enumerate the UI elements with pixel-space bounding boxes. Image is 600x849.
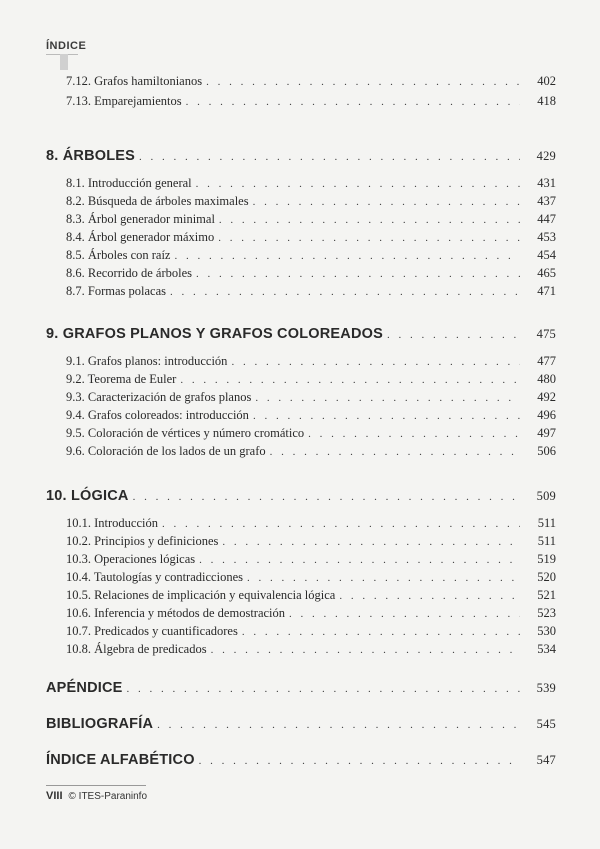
toc-section-entry bbox=[66, 390, 556, 405]
section-title: 7.13. Emparejamientos bbox=[66, 94, 182, 108]
section-title: 10.7. Predicados y cuantificadores bbox=[66, 624, 238, 638]
section-title: 8.4. Árbol generador máximo bbox=[66, 230, 215, 244]
dot-leader bbox=[174, 250, 520, 262]
dot-leader bbox=[196, 268, 520, 280]
toc-section-entry bbox=[66, 230, 556, 245]
page-number: 547 bbox=[536, 753, 556, 767]
chapter-title: ÍNDICE ALFABÉTICO bbox=[46, 752, 195, 768]
toc-section-entry bbox=[66, 642, 556, 657]
running-header: ÍNDICE bbox=[46, 40, 87, 52]
dot-leader bbox=[196, 178, 520, 190]
dot-leader bbox=[222, 536, 520, 548]
toc-section-entry bbox=[66, 444, 556, 459]
page-number: 509 bbox=[536, 489, 556, 503]
section-title: 10.3. Operaciones lógicas bbox=[66, 552, 196, 566]
dot-leader bbox=[270, 446, 520, 458]
section-title: 9.3. Caracterización de grafos planos bbox=[66, 390, 252, 404]
dot-leader bbox=[157, 719, 520, 731]
footer-rule bbox=[46, 785, 146, 786]
dot-leader bbox=[231, 356, 520, 368]
dot-leader bbox=[242, 626, 520, 638]
toc-section-entry bbox=[66, 266, 556, 281]
page-number: 497 bbox=[537, 426, 556, 440]
dot-leader bbox=[289, 608, 520, 620]
page-number: 447 bbox=[537, 212, 556, 226]
toc-section-entry bbox=[66, 426, 556, 441]
page-footer bbox=[46, 790, 147, 802]
toc-section-entry bbox=[66, 194, 556, 209]
page-number: 454 bbox=[537, 248, 556, 262]
page-number: 520 bbox=[537, 570, 556, 584]
page-number: 539 bbox=[536, 681, 556, 695]
dot-leader bbox=[162, 518, 520, 530]
section-title: 8.3. Árbol generador minimal bbox=[66, 212, 215, 226]
page-number: 402 bbox=[537, 74, 556, 88]
dot-leader bbox=[219, 214, 520, 226]
toc-chapter-entry bbox=[46, 716, 556, 732]
page-number: 465 bbox=[537, 266, 556, 280]
section-title: 10.5. Relaciones de implicación y equivalencia lógica bbox=[66, 588, 336, 602]
toc-chapter-entry bbox=[46, 752, 556, 768]
page-number: 418 bbox=[537, 94, 556, 108]
chapter-title: 9. GRAFOS PLANOS Y GRAFOS COLOREADOS bbox=[46, 326, 383, 342]
page-number: 480 bbox=[537, 372, 556, 386]
section-title: 8.7. Formas polacas bbox=[66, 284, 166, 298]
section-title: 8.2. Búsqueda de árboles maximales bbox=[66, 194, 249, 208]
section-title: 8.5. Árboles con raíz bbox=[66, 248, 171, 262]
dot-leader bbox=[199, 755, 520, 767]
toc-section-entry bbox=[66, 354, 556, 369]
dot-leader bbox=[339, 590, 520, 602]
dot-leader bbox=[253, 410, 520, 422]
page-number: 431 bbox=[537, 176, 556, 190]
section-title: 10.6. Inferencia y métodos de demostración bbox=[66, 606, 286, 620]
chapter-title: BIBLIOGRAFÍA bbox=[46, 716, 154, 732]
toc-section-entry bbox=[66, 248, 556, 263]
toc-section-entry bbox=[66, 570, 556, 585]
page-number: 511 bbox=[537, 534, 556, 548]
dot-leader bbox=[247, 572, 520, 584]
toc-section-entry bbox=[66, 588, 556, 603]
section-title: 9.4. Grafos coloreados: introducción bbox=[66, 408, 249, 422]
section-title: 8.6. Recorrido de árboles bbox=[66, 266, 193, 280]
page-number: 511 bbox=[537, 516, 556, 530]
section-title: 10.4. Tautologías y contradicciones bbox=[66, 570, 243, 584]
page-number: 523 bbox=[537, 606, 556, 620]
chapter-title: 10. LÓGICA bbox=[46, 488, 129, 504]
toc-section-entry bbox=[66, 94, 556, 109]
dot-leader bbox=[180, 374, 520, 386]
dot-leader bbox=[253, 196, 520, 208]
toc-chapter-entry bbox=[46, 488, 556, 504]
toc-section-entry bbox=[66, 284, 556, 299]
section-title: 9.6. Coloración de los lados de un grafo bbox=[66, 444, 266, 458]
page-number: 521 bbox=[537, 588, 556, 602]
footer-copyright: © ITES-Paraninfo bbox=[68, 791, 148, 802]
dot-leader bbox=[199, 554, 520, 566]
page-number: 492 bbox=[537, 390, 556, 404]
toc-section-entry bbox=[66, 606, 556, 621]
dot-leader bbox=[387, 329, 520, 341]
chapter-title: 8. ÁRBOLES bbox=[46, 148, 136, 164]
dot-leader bbox=[218, 232, 520, 244]
page-number: 471 bbox=[537, 284, 556, 298]
section-title: 9.5. Coloración de vértices y número cromático bbox=[66, 426, 305, 440]
page-number: 429 bbox=[536, 149, 556, 163]
dot-leader bbox=[211, 644, 520, 656]
page-number: 545 bbox=[536, 717, 556, 731]
toc-chapter-entry bbox=[46, 148, 556, 164]
page-number: 437 bbox=[537, 194, 556, 208]
section-title: 9.2. Teorema de Euler bbox=[66, 372, 177, 386]
dot-leader bbox=[133, 491, 520, 503]
toc-section-entry bbox=[66, 624, 556, 639]
toc-chapter-entry bbox=[46, 680, 556, 696]
toc-section-entry bbox=[66, 552, 556, 567]
section-title: 9.1. Grafos planos: introducción bbox=[66, 354, 228, 368]
dot-leader bbox=[186, 96, 520, 108]
section-title: 10.1. Introducción bbox=[66, 516, 158, 530]
page-number: 475 bbox=[536, 327, 556, 341]
toc-section-entry bbox=[66, 516, 556, 531]
dot-leader bbox=[206, 76, 520, 88]
chapter-title: APÉNDICE bbox=[46, 680, 123, 696]
page-number: 530 bbox=[537, 624, 556, 638]
dot-leader bbox=[170, 286, 520, 298]
section-title: 8.1. Introducción general bbox=[66, 176, 192, 190]
dot-leader bbox=[308, 428, 520, 440]
dot-leader bbox=[139, 151, 520, 163]
toc-section-entry bbox=[66, 212, 556, 227]
toc-section-entry bbox=[66, 534, 556, 549]
page-number: 506 bbox=[537, 444, 556, 458]
section-title: 7.12. Grafos hamiltonianos bbox=[66, 74, 203, 88]
toc-section-entry bbox=[66, 74, 556, 89]
section-title: 10.2. Principios y definiciones bbox=[66, 534, 219, 548]
page-number: 534 bbox=[537, 642, 556, 656]
toc-section-entry bbox=[66, 176, 556, 191]
page-number: 496 bbox=[537, 408, 556, 422]
dot-leader bbox=[127, 683, 520, 695]
toc-chapter-entry bbox=[46, 326, 556, 342]
page-number: 519 bbox=[537, 552, 556, 566]
page-number: 453 bbox=[537, 230, 556, 244]
toc-section-entry bbox=[66, 372, 556, 387]
page-number: 477 bbox=[537, 354, 556, 368]
footer-page-number: VIII bbox=[46, 790, 63, 802]
dot-leader bbox=[255, 392, 520, 404]
header-decoration bbox=[60, 54, 68, 70]
toc-section-entry bbox=[66, 408, 556, 423]
section-title: 10.8. Álgebra de predicados bbox=[66, 642, 207, 656]
